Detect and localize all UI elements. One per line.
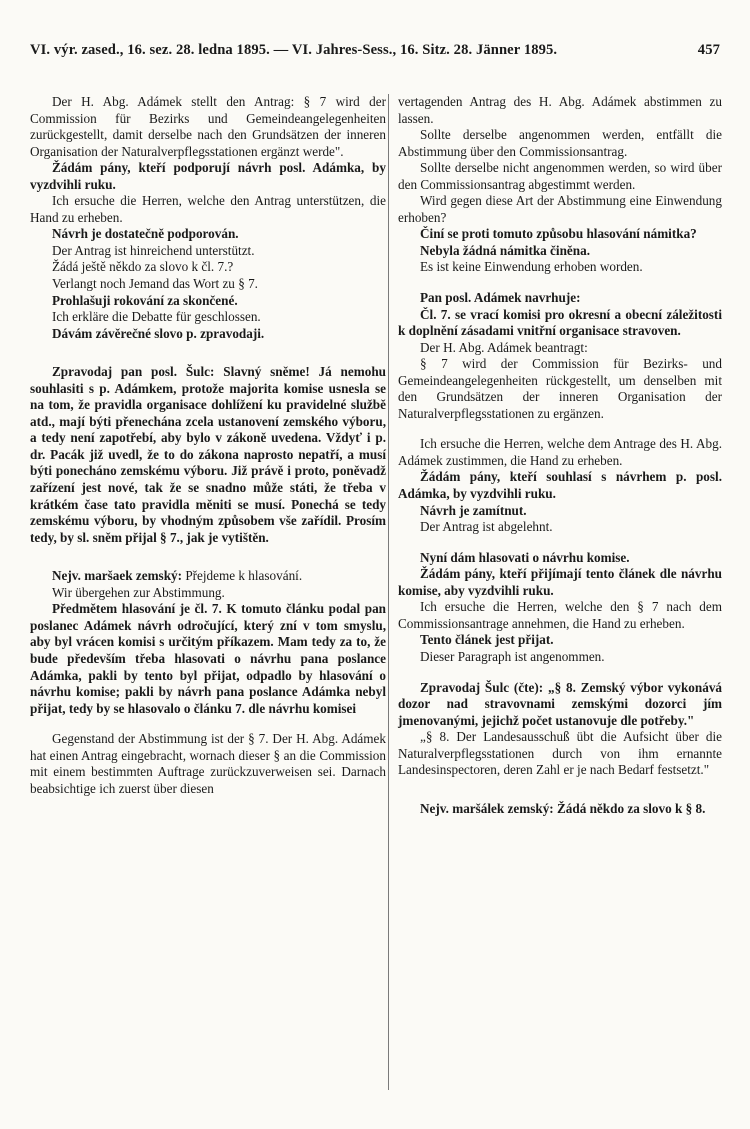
paragraph xyxy=(30,364,386,546)
paragraph-text: Verlangt noch Jemand das Wort zu § 7. xyxy=(52,276,258,292)
speaker-label: Nejv. maršálek zemský: xyxy=(420,800,554,816)
paragraph xyxy=(398,503,722,520)
paragraph-text: Der H. Abg. Adámek stellt den Antrag: § 7 wird der Commission für Bezirks und Gemeindeangelegenheiten zurückgestellt, damit derselbe nach den Grundsätzen der inneren Organisation der Naturalverpflegsstationen ergänzt werde". xyxy=(30,94,386,159)
paragraph-text: „§ 8. Der Landesausschuß übt die Aufsicht über die Naturalverpflegsstationen durch von ihm ernannte Landesinspectoren, deren Zahl er je nach Bedarf festsetzt." xyxy=(398,729,722,778)
paragraph-text: „§ 8. Zemský výbor vykonává dozor nad stravovnami zemskými dozorci jím jmenovanými, jejichž počet ustanovuje dle potřeby." xyxy=(398,679,723,728)
paragraph xyxy=(398,226,722,243)
header-session-info: VI. výr. zased., 16. sez. 28. ledna 1895. — VI. Jahres-Sess., 16. Sitz. 28. Jänner 1895. xyxy=(30,42,558,58)
paragraph xyxy=(398,356,722,422)
paragraph-text: Der Antrag ist hinreichend unterstützt. xyxy=(52,242,255,258)
paragraph xyxy=(398,550,722,567)
paragraph-text: Der H. Abg. Adámek beantragt: xyxy=(420,339,588,355)
paragraph xyxy=(30,585,386,602)
paragraph xyxy=(398,519,722,536)
paragraph-text: Gegenstand der Abstimmung ist der § 7. Der H. Abg. Adámek hat einen Antrag eingebracht, wornach dieser § an die Commission mit einem bestimmten Auftrage zurückzuverweisen sei. Darnach beabsichtige ich zuerst über diesen xyxy=(30,731,386,796)
paragraph-text: Slavný sněme! Já nemohu souhlasiti s p. Adámkem, protože majorita komise usnesla se na tom, že pravidla organisace dohlížení ku pravidelné službě atd., mají býti přenechána zcela ustanovení zemského výboru, a tedy není zapotřebí, aby bylo v zákoně uvedena. Vždyť i p. dr. Pacák již uvedl, že to do zákona naprosto nepatří, a musí býti ponecháno zemskému výboru. Již právě i proto, poněvadž zařízení jest nové, tak že se snadno může státi, že třeba v krátkém čase tato pravidla měniti se musí. Ponechá se tedy zemskému výboru, by vhodným způsobem vše zařídil. Prosím tedy, by sl. sněm přijal § 7., jak je vytištěn. xyxy=(30,364,386,545)
paragraph-text: Pan posl. Adámek navrhuje: xyxy=(420,290,581,306)
paragraph-text: Wird gegen diese Art der Abstimmung eine Einwendung erhoben? xyxy=(398,193,722,225)
speaker-label: Nejv. maršaek zemský: xyxy=(52,568,183,584)
paragraph xyxy=(398,160,722,193)
paragraph xyxy=(30,226,386,243)
paragraph-text: Der Antrag ist abgelehnt. xyxy=(420,519,553,535)
column-divider xyxy=(388,94,389,1090)
paragraph-text: Prohlašuji rokování za skončené. xyxy=(52,292,238,308)
paragraph xyxy=(398,680,722,730)
paragraph xyxy=(398,469,722,502)
speaker-label: Zpravodaj pan posl. Šulc: xyxy=(52,364,215,380)
paragraph-text: Činí se proti tomuto způsobu hlasování námitka? xyxy=(420,226,697,242)
paragraph xyxy=(30,160,386,193)
paragraph-text: Ich ersuche die Herren, welche den Antrag unterstützen, die Hand zu erheben. xyxy=(30,193,386,225)
paragraph xyxy=(30,293,386,310)
paragraph xyxy=(398,436,722,469)
right-column xyxy=(398,94,722,817)
paragraph-text: Ich ersuche die Herren, welche den § 7 nach dem Commissionsantrage annehmen, die Hand zu erheben. xyxy=(398,599,722,631)
paragraph xyxy=(30,731,386,797)
paragraph-text: § 7 wird der Commission für Bezirks- und Gemeindeangelegenheiten rückgestellt, um denselben mit den Grundsätzen der inneren Organisation der Naturalverpflegsstationen zu ergänzen. xyxy=(398,356,722,421)
page-number: 457 xyxy=(697,42,720,58)
paragraph xyxy=(30,259,386,276)
paragraph xyxy=(30,243,386,260)
paragraph-text: Tento článek jest přijat. xyxy=(420,632,554,648)
paragraph xyxy=(398,632,722,649)
paragraph-text: Předmětem hlasování je čl. 7. K tomuto článku podal pan poslanec Adámek návrh odročující, který zní v tom smyslu, aby byl vrácen komisi s určitým příkazem. Mam tedy za to, že bude především třeba hlasovati o návrhu pana poslance Adámka, pakli by tento byl přijat, odpadlo by hlasování o návrhu komise; pakli by návrh pana poslance Adámka nebyl přijat, tedy by se hlasovalo o článku 7. dle návrhu komisei xyxy=(30,601,386,716)
paragraph xyxy=(30,193,386,226)
paragraph xyxy=(398,801,722,818)
paragraph-text: Sollte derselbe nicht angenommen werden, so wird über den Commissionsantrag abgestimmt werden. xyxy=(398,160,722,192)
paragraph-text: Čl. 7. se vrací komisi pro okresní a obecní záležitosti k doplnění zásadami vnitřní organisace stravoven. xyxy=(398,306,722,339)
paragraph xyxy=(398,193,722,226)
page-header xyxy=(30,42,720,59)
paragraph-text: Přejdeme k hlasování. xyxy=(182,568,303,584)
paragraph-text: Žádám pány, kteří souhlasí s návrhem p. posl. Adámka, by vyzdvihli ruku. xyxy=(398,469,722,502)
paragraph xyxy=(398,599,722,632)
paragraph-text: Návrh je dostatečně podporován. xyxy=(52,226,239,242)
paragraph xyxy=(30,568,386,585)
paragraph-text: Žádá ještě někdo za slovo k čl. 7.? xyxy=(52,259,234,275)
paragraph xyxy=(398,94,722,127)
paragraph-text: Ich ersuche die Herren, welche dem Antrage des H. Abg. Adámek zustimmen, die Hand zu erheben. xyxy=(398,436,722,468)
paragraph-text: Žádám pány, kteří podporují návrh posl. Adámka, by vyzdvihli ruku. xyxy=(30,160,386,192)
paragraph xyxy=(398,649,722,666)
paragraph-text: Ich erkläre die Debatte für geschlossen. xyxy=(52,309,261,325)
paragraph xyxy=(398,566,722,599)
paragraph xyxy=(30,276,386,293)
paragraph xyxy=(30,94,386,160)
paragraph xyxy=(398,127,722,160)
speaker-label: Zpravodaj Šulc (čte): xyxy=(420,679,544,695)
paragraph-text: Wir übergehen zur Abstimmung. xyxy=(52,584,225,600)
paragraph-text: Dieser Paragraph ist angenommen. xyxy=(420,648,605,664)
paragraph xyxy=(30,601,386,717)
paragraph-text: Sollte derselbe angenommen werden, entfällt die Abstimmung über den Commissionsantrag. xyxy=(398,127,722,159)
paragraph xyxy=(398,243,722,260)
paragraph-text: Žádá někdo za slovo k § 8. xyxy=(553,800,706,816)
paragraph-text: Nebyla žádná námitka činěna. xyxy=(420,242,590,258)
paragraph-text: Žádám pány, kteří přijímají tento článek dle návrhu komise, aby vyzdvihli ruku. xyxy=(398,566,722,598)
paragraph-text: Návrh je zamítnut. xyxy=(420,502,527,518)
paragraph-text: vertagenden Antrag des H. Abg. Adámek abstimmen zu lassen. xyxy=(398,94,722,126)
paragraph xyxy=(398,340,722,357)
paragraph-text: Dávám závěrečné slovo p. zpravodaji. xyxy=(52,325,265,341)
paragraph-text: Es ist keine Einwendung erhoben worden. xyxy=(420,259,643,275)
paragraph xyxy=(398,307,722,340)
paragraph xyxy=(30,309,386,326)
paragraph xyxy=(398,290,722,307)
paragraph xyxy=(398,729,722,779)
left-column xyxy=(30,94,386,797)
paragraph-text: Nyní dám hlasovati o návrhu komise. xyxy=(420,549,630,565)
paragraph xyxy=(398,259,722,276)
paragraph xyxy=(30,326,386,343)
